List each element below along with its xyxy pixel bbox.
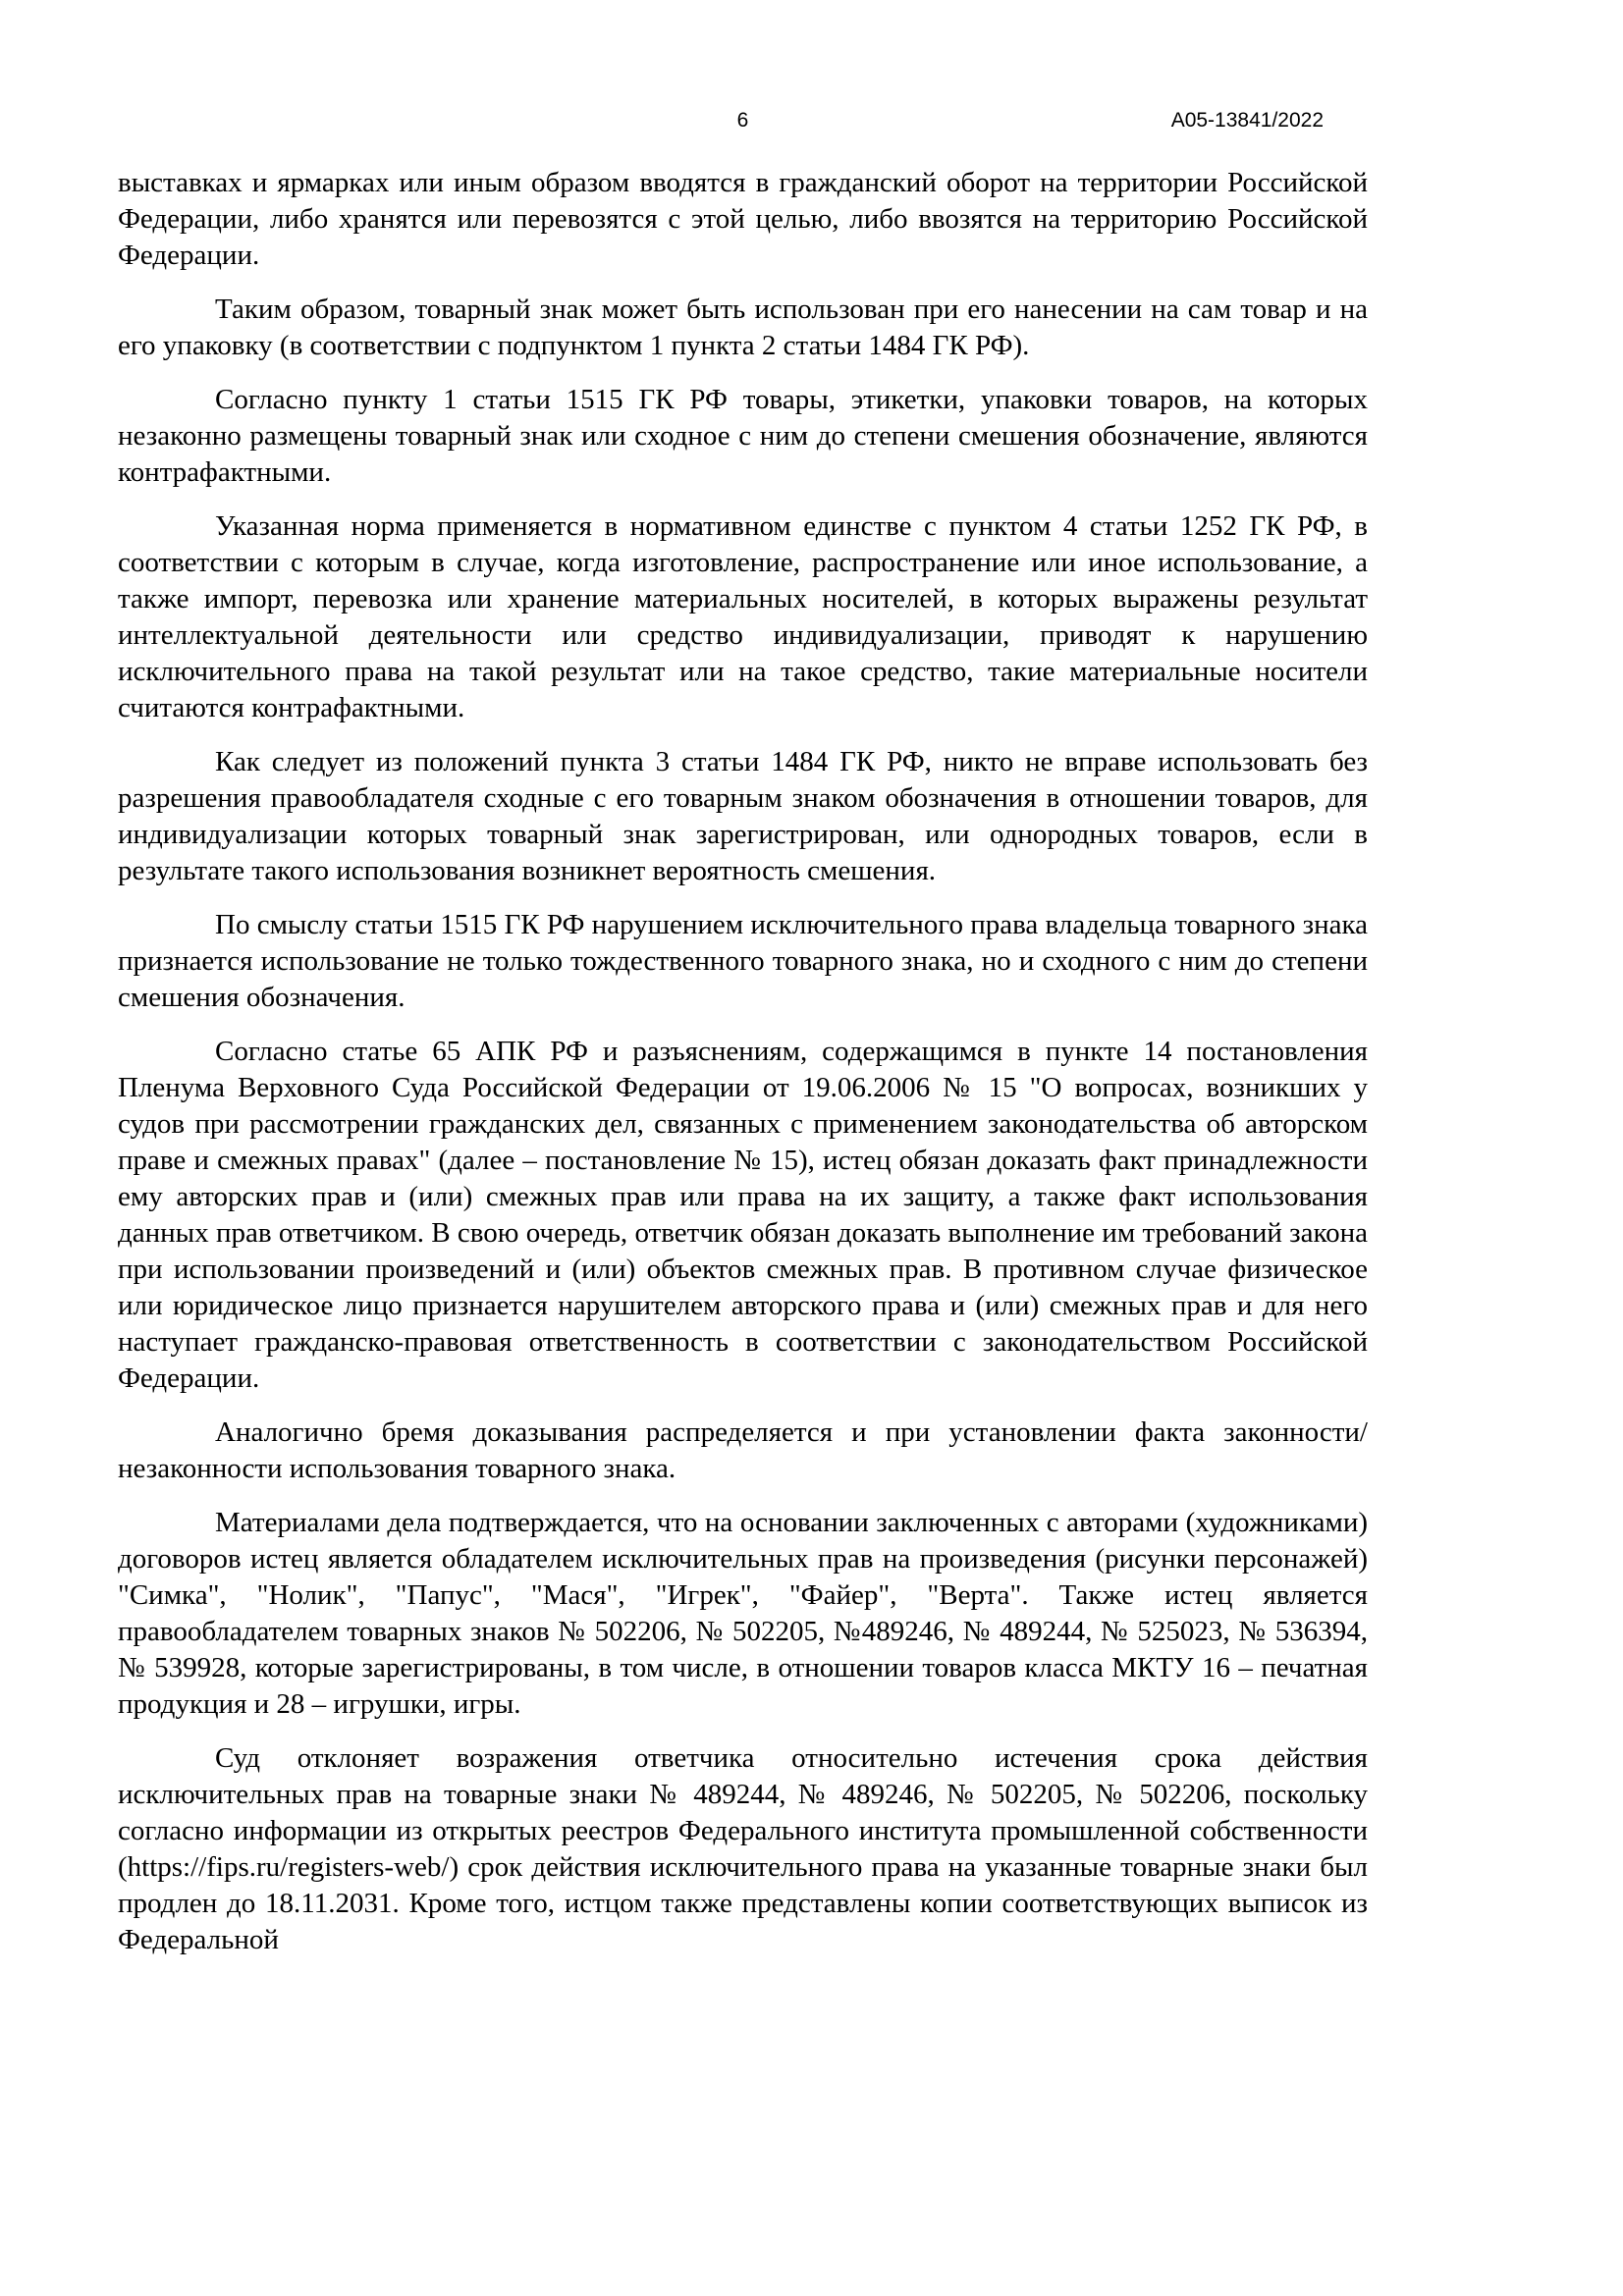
document-body [118,165,1368,1976]
paragraph-5: Как следует из положений пункта 3 статьи 1484 ГК РФ, никто не вправе использовать без разрешения правообладателя сходные с его товарным знаком обозначения в отношении товаров, для индивидуализации которых товарный знак зарегистрирован, или однородных товаров, если в результате такого использования возникнет вероятность смешения. [118,746,1368,886]
paragraph-10: Суд отклоняет возражения ответчика относительно истечения срока действия исключительных прав на товарные знаки № 489244, № 489246, № 502205, № 502206, поскольку согласно информации из открытых реестров Федерального института промышленной собственности (https://fips.ru/registers-web/) срок действия исключительного права на указанные товарные знаки был продлен до 18.11.2031. Кроме того, истцом также представлены копии соответствующих выписок из Федеральной [118,1742,1368,1955]
paragraph-4: Указанная норма применяется в нормативном единстве с пунктом 4 статьи 1252 ГК РФ, в соответствии с которым в случае, когда изготовление, распространение или иное использование, а также импорт, перевозка или хранение материальных носителей, в которых выражены результат интеллектуальной деятельности или средство индивидуализации, приводят к нарушению исключительного права на такой результат или на такое средство, такие материальные носители считаются контрафактными. [118,510,1368,723]
paragraph-3: Согласно пункту 1 статьи 1515 ГК РФ товары, этикетки, упаковки товаров, на которых незаконно размещены товарный знак или сходное с ним до степени смешения обозначение, являются контрафактными. [118,384,1368,488]
paragraph-2: Таким образом, товарный знак может быть использован при его нанесении на сам товар и на его упаковку (в соответствии с подпунктом 1 пункта 2 статьи 1484 ГК РФ). [118,294,1368,361]
paragraph-6: По смыслу статьи 1515 ГК РФ нарушением исключительного права владельца товарного знака признается использование не только тождественного товарного знака, но и сходного с ним до степени смешения обозначения. [118,909,1368,1013]
page-number: 6 [736,109,749,132]
paragraph-7: Согласно статье 65 АПК РФ и разъяснениям, содержащимся в пункте 14 постановления Пленума Верховного Суда Российской Федерации от 19.06.2006 № 15 "О вопросах, возникших у судов при рассмотрении гражданских дел, связанных с применением законодательства об авторском праве и смежных правах" (далее – постановление № 15), истец обязан доказать факт принадлежности ему авторских прав и (или) смежных прав или права на их защиту, а также факт использования данных прав ответчиком. В свою очередь, ответчик обязан доказать выполнение им требований закона при использовании произведений и (или) объектов смежных прав. В противном случае физическое или юридическое лицо признается нарушителем авторского права и (или) смежных прав и для него наступает гражданско-правовая ответственность в соответствии с законодательством Российской Федерации. [118,1036,1368,1394]
paragraph-1: выставках и ярмарках или иным образом вводятся в гражданский оборот на территории Российской Федерации, либо хранятся или перевозятся с этой целью, либо ввозятся на территорию Российской Федерации. [118,167,1368,271]
page-header [118,110,1368,137]
case-number: A05-13841/2022 [1170,109,1324,132]
paragraph-8: Аналогично бремя доказывания распределяется и при установлении факта законности/незаконности использования товарного знака. [118,1416,1368,1484]
paragraph-9: Материалами дела подтверждается, что на основании заключенных с авторами (художниками) договоров истец является обладателем исключительных прав на произведения (рисунки персонажей) "Симка", "Нолик", "Папус", "Мася", "Игрек", "Файер", "Верта". Также истец является правообладателем товарных знаков № 502206, № 502205, №489246, № 489244, № 525023, № 536394, № 539928, которые зарегистрированы, в том числе, в отношении товаров класса МКТУ 16 – печатная продукция и 28 – игрушки, игры. [118,1507,1368,1720]
